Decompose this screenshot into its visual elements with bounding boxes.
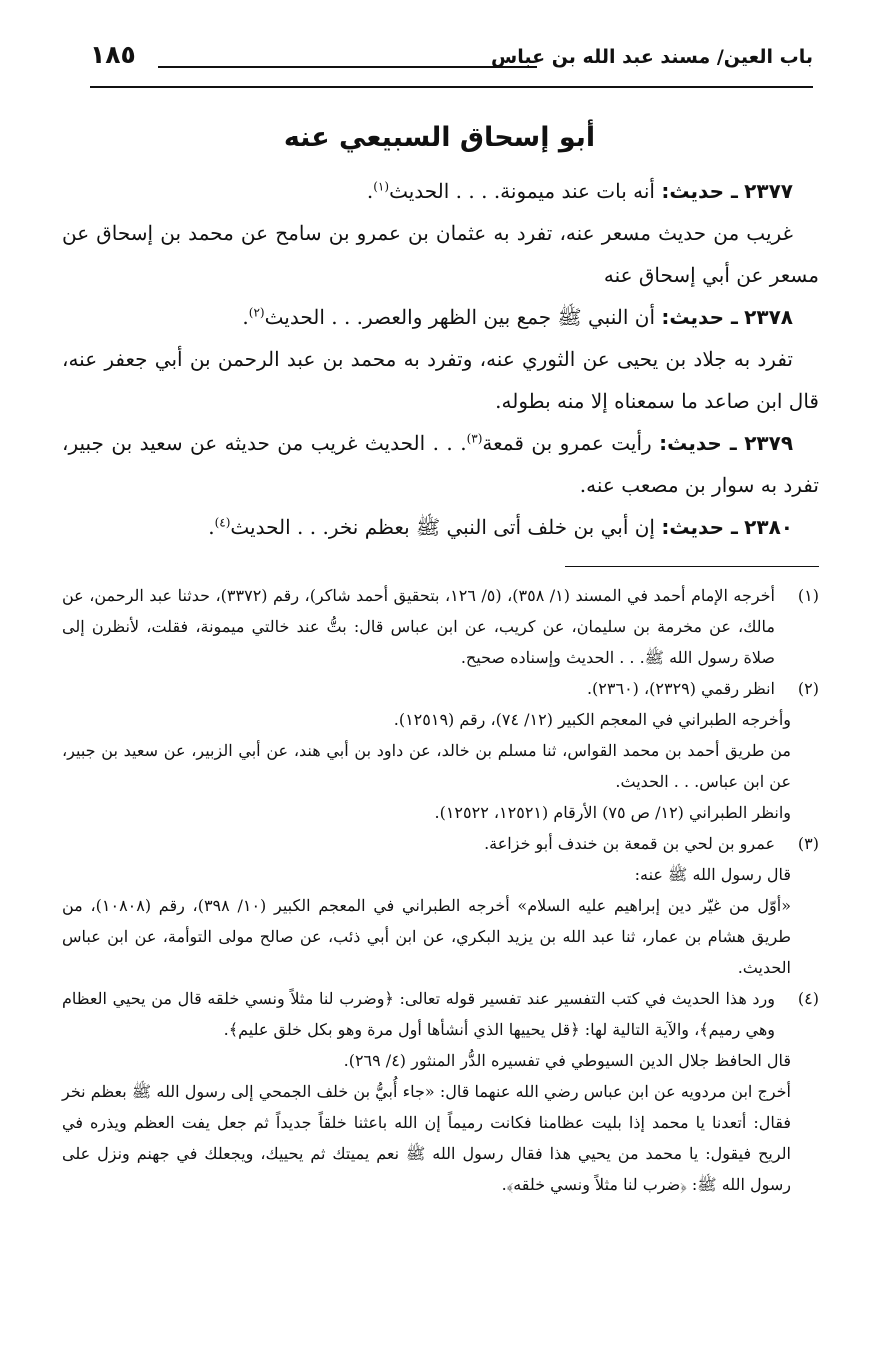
footnote xyxy=(62,828,819,983)
footnote-mark: (٢) xyxy=(797,679,819,698)
hadith-number: ٢٣٧٨ xyxy=(744,305,793,329)
footnote-text: عمرو بن لحي بن قمعة بن خندف أبو خزاعة. xyxy=(484,834,775,853)
footnote-text: وانظر الطبراني (١٢/ ص ٧٥) الأرقام (١٢٥٢١، ١٢٥٢٢). xyxy=(434,803,791,822)
hadith-end: . xyxy=(366,179,374,203)
main-text xyxy=(62,170,819,548)
footnote-ref: (١) xyxy=(373,179,390,194)
page-header xyxy=(90,40,813,84)
footnote-mark: (١) xyxy=(797,586,819,605)
footnote xyxy=(62,580,819,673)
hadith-number: ٢٣٧٩ xyxy=(744,431,794,455)
footnote-text: قال الحافظ جلال الدين السيوطي في تفسيره الدُّر المنثور (٤/ ٢٦٩). xyxy=(343,1051,791,1070)
footnote-text: ورد هذا الحديث في كتب التفسير عند تفسير قوله تعالى: ﴿وضرب لنا مثلاً ونسي خلقه قال من يحيي العظام وهي رميم﴾، والآية التالية لها: ﴿قل يحييها الذي أنشأها أول مرة وهو بكل خلق عليم﴾. xyxy=(62,989,775,1039)
hadith-commentary: غريب من حديث مسعر عنه، تفرد به عثمان بن عمرو بن سامح عن محمد بن إسحاق عن مسعر عن أبي إسحاق عنه xyxy=(62,221,819,287)
hadith-label: ـ حديث: xyxy=(661,179,738,203)
header-dash-line xyxy=(158,66,537,68)
hadith-end: . xyxy=(208,515,215,539)
hadith-label: ـ حديث: xyxy=(659,431,737,455)
footnote-ref: (٤) xyxy=(214,515,231,530)
hadith-text: أنه بات عند ميمونة. . . . الحديث xyxy=(389,179,655,203)
footnote-ref: (٣) xyxy=(466,431,483,446)
hadith-number: ٢٣٨٠ xyxy=(744,515,793,539)
footnote-mark: (٣) xyxy=(797,834,819,853)
hadith-number: ٢٣٧٧ xyxy=(744,179,793,203)
hadith-label: ـ حديث: xyxy=(661,515,738,539)
footnote-ref: (٢) xyxy=(248,305,265,320)
footnote xyxy=(62,673,819,828)
footnote-text: أخرجه الإمام أحمد في المسند (١/ ٣٥٨)، (٥/ ١٢٦، بتحقيق أحمد شاكر)، رقم (٣٣٧٢)، حدثنا عبد الرحمن، عن مالك، عن مخرمة بن سليمان، عن كريب، عن ابن عباس قال: بتُّ عند خالتي ميمونة، فقلت، لأنظرن إلى صلاة رسول الله ﷺ. . . الحديث وإسناده صحيح. xyxy=(62,586,776,667)
hadith-entry xyxy=(62,170,819,212)
hadith-entry xyxy=(62,296,819,338)
hadith-label: ـ حديث: xyxy=(661,305,738,329)
footnote-text: وأخرجه الطبراني في المعجم الكبير (١٢/ ٧٤)، رقم (١٢٥١٩). xyxy=(393,710,791,729)
hadith-end: . . . الحديث غريب من حديثه عن سعيد بن جبير، تفرد به سوار بن مصعب عنه. xyxy=(62,431,819,497)
hadith-entry xyxy=(62,506,819,548)
footnote-text: أخرج ابن مردويه عن ابن عباس رضي الله عنهما قال: «جاء أُبيُّ بن خلف الجمحي إلى رسول الله ﷺ بعظم نخر فقال: أتعدنا يا محمد إذا بليت عظامنا فكانت رميماً إن الله باعثنا خلقاً جديداً ثم جعل يفت العظم ويذره في الريح فيقول: يا محمد من يحيي هذا فقال رسول الله ﷺ نعم يميتك ثم يحييك، ويجعلك في جهنم ونزل على رسول الله ﷺ: ﴿ضرب لنا مثلاً ونسي خلقه﴾. xyxy=(62,1082,791,1194)
running-title: باب العين/ مسند عبد الله بن عباس xyxy=(491,46,813,68)
hadith-commentary: تفرد به جلاد بن يحيى عن الثوري عنه، وتفرد به محمد بن عبد الرحمن بن أبي جعفر عنه، قال ابن صاعد ما سمعناه إلا منه بطوله. xyxy=(62,347,819,413)
header-rule xyxy=(90,86,813,88)
footnote-separator xyxy=(565,566,819,567)
footnote-text: قال رسول الله ﷺ عنه: xyxy=(634,865,791,884)
hadith-end: . xyxy=(242,305,249,329)
hadith-text: إن أبي بن خلف أتى النبي ﷺ بعظم نخر. . . الحديث xyxy=(230,515,655,539)
hadith-text: رأيت عمرو بن قمعة xyxy=(482,431,652,455)
footnote-mark: (٤) xyxy=(797,989,819,1008)
footnotes xyxy=(62,580,819,1200)
hadith-text: أن النبي ﷺ جمع بين الظهر والعصر. . . الحديث xyxy=(264,305,655,329)
page-number: ١٨٥ xyxy=(90,40,136,69)
footnote-text: من طريق أحمد بن محمد القواس، ثنا مسلم بن خالد، عن داود بن أبي هند، عن أبي الزبير، عن سعيد بن جبير، عن ابن عباس. . . الحديث. xyxy=(62,741,792,791)
footnote-text: انظر رقمي (٢٣٢٩)، (٢٣٦٠). xyxy=(586,679,775,698)
hadith-entry xyxy=(62,422,819,506)
section-title: أبو إسحاق السبيعي عنه xyxy=(283,122,596,153)
footnote-text: «أوّل من غيّر دين إبراهيم عليه السلام» أخرجه الطبراني في المعجم الكبير (١٠/ ٣٩٨)، رقم (١٠٨٠٨)، من طريق هشام بن عمار، ثنا عبد الله بن يزيد البكري، عن ابن أبي ذئب، عن صالح مولى التوأمة، عن ابن عباس الحديث. xyxy=(62,896,791,977)
footnote xyxy=(62,983,819,1200)
